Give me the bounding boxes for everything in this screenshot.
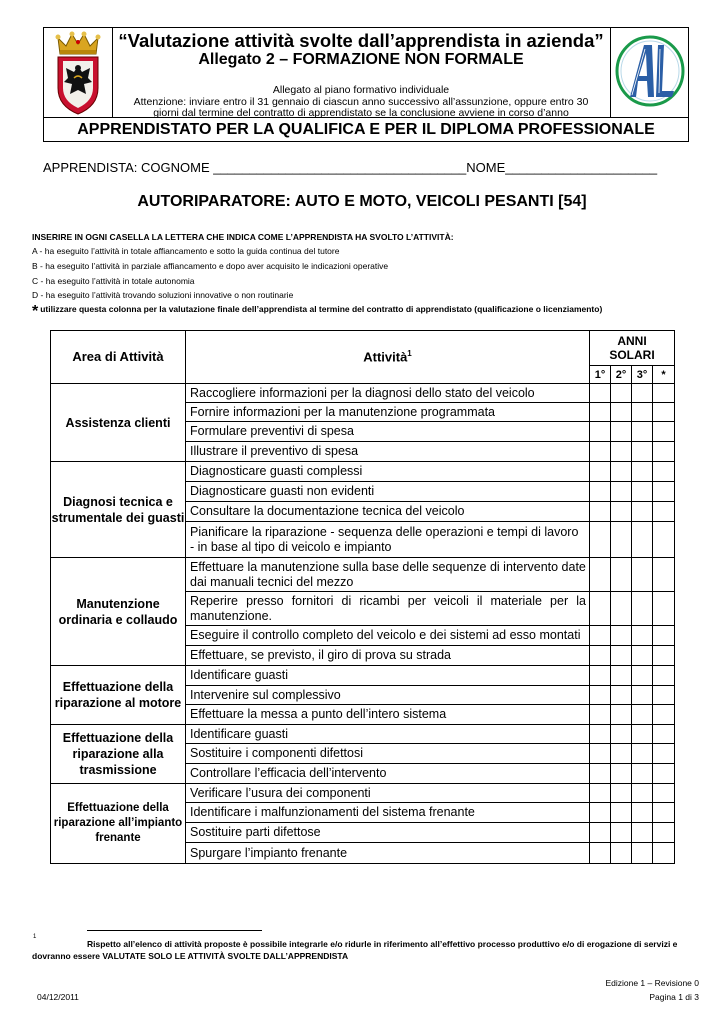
grade-cell[interactable] [653, 843, 675, 864]
grade-cell[interactable] [632, 705, 653, 725]
grade-cell[interactable] [653, 764, 675, 784]
grade-cell[interactable] [632, 764, 653, 784]
grade-cell[interactable] [590, 462, 611, 482]
grade-cell[interactable] [611, 592, 632, 626]
grade-cell[interactable] [632, 843, 653, 864]
activity-row: Identificare guasti [186, 666, 590, 686]
grade-cell[interactable] [632, 502, 653, 522]
grade-cell[interactable] [590, 403, 611, 422]
col-header-activity [186, 331, 590, 384]
activity-row: Identificare i malfunzionamenti del sistema frenante [186, 803, 590, 823]
area-technical-diagnosis: Diagnosi tecnica e strumentale dei guasti [51, 462, 186, 558]
activity-row: Identificare guasti [186, 725, 590, 744]
instructions-heading: INSERIRE IN OGNI CASELLA LA LETTERA CHE INDICA COME L’APPRENDISTA HA SVOLTO L’ATTIVITÀ: [32, 232, 454, 242]
grade-cell[interactable] [590, 384, 611, 403]
area-customer-assistance: Assistenza clienti [51, 384, 186, 462]
activity-row: Consultare la documentazione tecnica del veicolo [186, 502, 590, 522]
grade-cell[interactable] [611, 482, 632, 502]
grade-cell[interactable] [590, 646, 611, 666]
col-header-final: * [653, 366, 675, 384]
col-header-area: Area di Attività [51, 331, 186, 384]
area-engine-repair: Effettuazione della riparazione al motore [51, 666, 186, 725]
footnote-separator [87, 930, 262, 931]
grade-cell[interactable] [632, 482, 653, 502]
grade-cell[interactable] [653, 744, 675, 764]
grade-cell[interactable] [653, 403, 675, 422]
grade-cell[interactable] [611, 666, 632, 686]
grade-cell[interactable] [653, 592, 675, 626]
grade-cell[interactable] [590, 442, 611, 462]
grade-cell[interactable] [611, 403, 632, 422]
activity-row: Effettuare, se previsto, il giro di prova su strada [186, 646, 590, 666]
grade-cell[interactable] [653, 522, 675, 558]
grade-cell[interactable] [611, 558, 632, 592]
activity-row: Pianificare la riparazione - sequenza delle operazioni e tempi di lavoro - in base al tipo di veicolo e impianto [186, 522, 590, 558]
area-maintenance-testing: Manutenzione ordinaria e collaudo [51, 558, 186, 666]
profession-title: AUTORIPARATORE: AUTO E MOTO, VEICOLI PESANTI [54] [137, 193, 587, 210]
activity-row: Illustrare il preventivo di spesa [186, 442, 590, 462]
grade-cell[interactable] [611, 522, 632, 558]
grade-cell[interactable] [632, 442, 653, 462]
grade-cell[interactable] [653, 502, 675, 522]
header-text [112, 28, 610, 118]
activity-row: Sostituire parti difettose [186, 823, 590, 843]
grade-cell[interactable] [653, 422, 675, 442]
activity-row: Controllare l’efficacia dell’intervento [186, 764, 590, 784]
grade-cell[interactable] [590, 422, 611, 442]
col-header-activity-label: Attività [363, 349, 408, 365]
col-header-year-1: 1° [590, 366, 611, 384]
activity-row: Formulare preventivi di spesa [186, 422, 590, 442]
grade-cell[interactable] [632, 744, 653, 764]
grade-cell[interactable] [590, 502, 611, 522]
activity-row: Diagnosticare guasti complessi [186, 462, 590, 482]
grade-cell[interactable] [632, 403, 653, 422]
grade-cell[interactable] [632, 462, 653, 482]
activity-row: Effettuare la manutenzione sulla base delle sequenze di intervento date dai manuali tecnici del mezzo [186, 558, 590, 592]
grade-cell[interactable] [611, 686, 632, 705]
footnote-text: Rispetto all’elenco di attività proposte è possibile integrarle e/o ridurle in riferimento all’effettivo processo produttivo e/o di erogazione di servizi e dovranno essere VALUTATE SOLO LE ATTIVITÀ SVOLTE DALL’APPRENDISTA [32, 939, 678, 961]
edition-label: Edizione 1 – Revisione 0 [605, 978, 699, 988]
grade-cell[interactable] [632, 558, 653, 592]
grade-cell[interactable] [611, 705, 632, 725]
grade-cell[interactable] [590, 823, 611, 843]
asterisk-symbol: * [32, 303, 39, 320]
grade-cell[interactable] [590, 686, 611, 705]
al-logo [614, 31, 686, 115]
legend-item-c: C - ha eseguito l’attività in totale autonomia [32, 276, 195, 286]
document-title: “Valutazione attività svolte dall’apprendista in azienda” [118, 30, 604, 51]
grade-cell[interactable] [632, 823, 653, 843]
grade-cell[interactable] [632, 522, 653, 558]
grade-cell[interactable] [611, 626, 632, 646]
document-header [43, 27, 689, 118]
grade-cell[interactable] [653, 482, 675, 502]
grade-cell[interactable] [590, 522, 611, 558]
deadline-note-line2: giorni dal termine del contratto di apprendistato se la conclusione avviene in corso d’anno [153, 107, 569, 119]
grade-cell[interactable] [632, 725, 653, 744]
col-header-years: ANNI SOLARI [590, 331, 675, 366]
col-header-year-3: 3° [632, 366, 653, 384]
grade-cell[interactable] [590, 725, 611, 744]
area-brake-repair: Effettuazione della riparazione all’impianto frenante [51, 784, 186, 864]
legend-item-d: D - ha eseguito l’attività trovando soluzioni innovative o non routinarie [32, 290, 294, 300]
legend-item-b: B - ha eseguito l’attività in parziale affiancamento e dopo aver acquisito le indicazioni operative [32, 261, 389, 271]
grade-cell[interactable] [590, 666, 611, 686]
grade-cell[interactable] [653, 803, 675, 823]
grade-cell[interactable] [590, 803, 611, 823]
grade-cell[interactable] [611, 764, 632, 784]
grade-cell[interactable] [653, 558, 675, 592]
document-subtitle: Allegato 2 – FORMAZIONE NON FORMALE [198, 51, 524, 68]
footnote-number: 1 [33, 934, 37, 940]
grade-cell[interactable] [632, 592, 653, 626]
grade-cell[interactable] [590, 705, 611, 725]
legend-item-a: A - ha eseguito l’attività in totale affiancamento e sotto la guida continua del tutore [32, 246, 340, 256]
grade-cell[interactable] [653, 686, 675, 705]
grade-cell[interactable] [590, 592, 611, 626]
activity-row: Reperire presso fornitori di ricambi per veicoli il materiale per la manutenzione. [186, 592, 590, 626]
col-header-year-2: 2° [611, 366, 632, 384]
grade-cell[interactable] [590, 744, 611, 764]
final-evaluation-note-text: utilizzare questa colonna per la valutazione finale dell’apprendista al termine del contratto di apprendistato (qualificazione o licenziamento) [40, 304, 603, 314]
qualification-band: APPRENDISTATO PER LA QUALIFICA E PER IL DIPLOMA PROFESSIONALE [43, 118, 689, 142]
page-number: Pagina 1 di 3 [649, 992, 699, 1002]
grade-cell[interactable] [653, 705, 675, 725]
apprentice-name-field[interactable]: APPRENDISTA: COGNOME ___________________________________NOME_____________________ [43, 160, 658, 175]
activity-row: Verificare l’usura dei componenti [186, 784, 590, 803]
grade-cell[interactable] [611, 384, 632, 403]
grade-cell[interactable] [653, 462, 675, 482]
activity-row: Fornire informazioni per la manutenzione programmata [186, 403, 590, 422]
grade-cell[interactable] [653, 646, 675, 666]
activity-row: Effettuare la messa a punto dell’intero sistema [186, 705, 590, 725]
grade-cell[interactable] [653, 442, 675, 462]
document-date: 04/12/2011 [37, 992, 79, 1002]
grade-cell[interactable] [632, 686, 653, 705]
grade-cell[interactable] [590, 482, 611, 502]
final-evaluation-note [32, 303, 602, 321]
grade-cell[interactable] [632, 784, 653, 803]
deadline-note-line1: Attenzione: inviare entro il 31 gennaio di ciascun anno successivo all’assunzione, oppure entro 30 [133, 96, 589, 108]
activity-row: Spurgare l’impianto frenante [186, 843, 590, 864]
grade-cell[interactable] [590, 558, 611, 592]
grade-cell[interactable] [611, 843, 632, 864]
grade-cell[interactable] [590, 626, 611, 646]
grade-cell[interactable] [653, 384, 675, 403]
grade-cell[interactable] [632, 666, 653, 686]
grade-cell[interactable] [611, 784, 632, 803]
footnote-ref: 1 [407, 349, 412, 359]
grade-cell[interactable] [632, 384, 653, 403]
grade-cell[interactable] [653, 626, 675, 646]
coat-of-arms-logo [50, 30, 106, 116]
grade-cell[interactable] [611, 462, 632, 482]
grade-cell[interactable] [590, 843, 611, 864]
grade-cell[interactable] [632, 646, 653, 666]
grade-cell[interactable] [653, 823, 675, 843]
grade-cell[interactable] [632, 626, 653, 646]
grade-cell[interactable] [590, 784, 611, 803]
grade-cell[interactable] [611, 823, 632, 843]
grade-cell[interactable] [611, 725, 632, 744]
activity-row: Eseguire il controllo completo del veicolo e dei sistemi ad esso montati [186, 626, 590, 646]
activity-evaluation-table [50, 330, 675, 864]
grade-cell[interactable] [653, 784, 675, 803]
grade-cell[interactable] [611, 646, 632, 666]
grade-cell[interactable] [611, 803, 632, 823]
grade-cell[interactable] [611, 744, 632, 764]
activity-row: Sostituire i componenti difettosi [186, 744, 590, 764]
activity-row: Diagnosticare guasti non evidenti [186, 482, 590, 502]
grade-cell[interactable] [590, 764, 611, 784]
grade-cell[interactable] [611, 422, 632, 442]
activity-row: Intervenire sul complessivo [186, 686, 590, 705]
grade-cell[interactable] [632, 422, 653, 442]
grade-cell[interactable] [611, 502, 632, 522]
grade-cell[interactable] [653, 725, 675, 744]
grade-cell[interactable] [653, 666, 675, 686]
grade-cell[interactable] [611, 442, 632, 462]
attachment-note: Allegato al piano formativo individuale [272, 84, 450, 96]
grade-cell[interactable] [632, 803, 653, 823]
area-transmission-repair: Effettuazione della riparazione alla trasmissione [51, 725, 186, 784]
deadline-note [112, 97, 610, 119]
activity-row: Raccogliere informazioni per la diagnosi dello stato del veicolo [186, 384, 590, 403]
